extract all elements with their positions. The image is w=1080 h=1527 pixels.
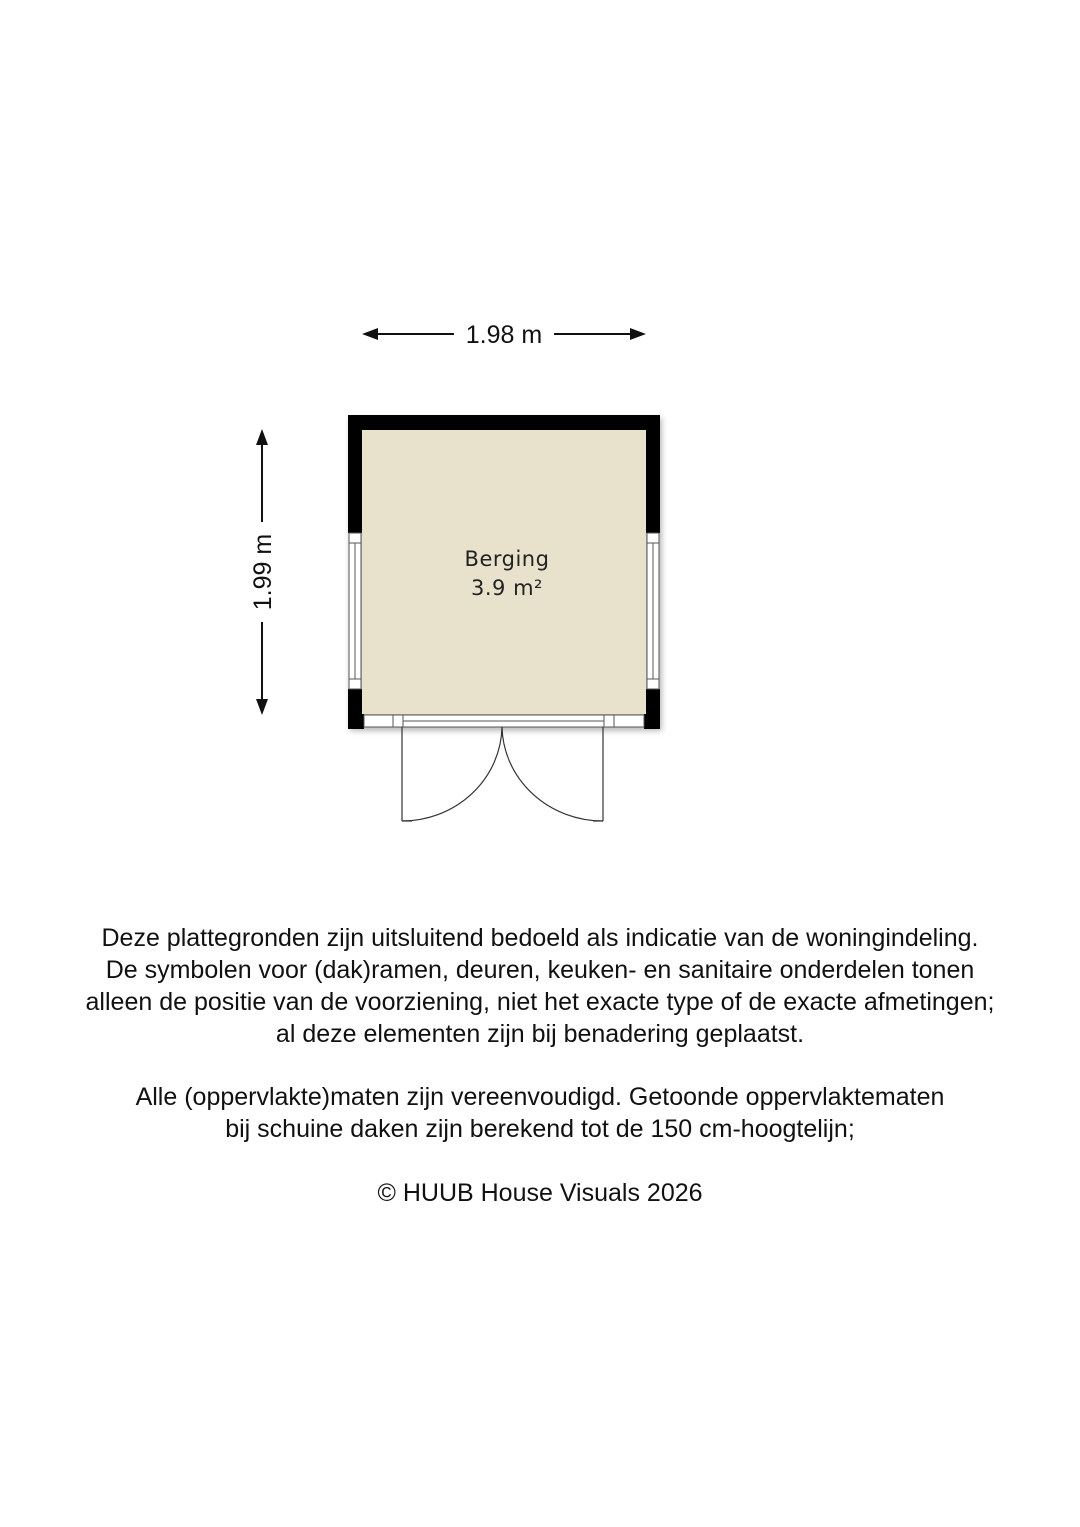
width-dimension [362,321,646,349]
wall-bottom-right [644,714,660,729]
window-right-post-bottom [647,679,659,689]
room-berging [348,415,662,821]
window-right-post-top [647,533,659,543]
wall-right-upper [646,415,660,533]
disclaimer-line: De symbolen voor (dak)ramen, deuren, keuken- en sanitaire onderdelen tonen [105,956,975,984]
door-post-right [604,715,614,727]
room-area: 3.9 m² [471,576,543,600]
window-left-post-top [349,533,361,543]
wall-top [348,415,660,430]
window-left-post-bottom [349,679,361,689]
window-right [647,533,659,689]
wall-bottom-left [348,714,364,729]
window-left [349,533,361,689]
double-door-icon [402,727,603,821]
door-opening-bottom [364,715,644,727]
disclaimer-paragraph-2 [0,1081,1080,1145]
door-swing-right [502,727,603,821]
wall-left-upper [348,415,362,533]
disclaimer-line: al deze elementen zijn bij benadering geplaatst. [275,1020,805,1048]
disclaimer-line: Deze plattegronden zijn uitsluitend bedoeld als indicatie van de woningindeling. [101,924,979,952]
copyright-text: © HUUB House Visuals 2026 [377,1179,703,1207]
door-post-left [393,715,403,727]
room-floor [362,430,646,714]
disclaimer-line: alleen de positie van de voorziening, niet het exacte type of de exacte afmetingen; [85,988,995,1016]
height-dimension [249,429,277,715]
room-name: Berging [464,547,550,571]
door-swing-left [402,727,502,821]
disclaimer-paragraph-1 [0,922,1080,1050]
height-arrow-bottom-icon [256,699,268,715]
disclaimer-line: Alle (oppervlakte)maten zijn vereenvoudigd. Getoonde oppervlaktematen [135,1083,945,1111]
width-dimension-label: 1.98 m [465,321,543,349]
copyright-notice [0,1177,1080,1209]
disclaimer-line: bij schuine daken zijn berekend tot de 150 cm-hoogtelijn; [225,1115,855,1143]
width-arrow-right-icon [630,328,646,340]
height-arrow-top-icon [256,429,268,445]
height-dimension-label: 1.99 m [249,533,277,611]
width-arrow-left-icon [362,328,378,340]
